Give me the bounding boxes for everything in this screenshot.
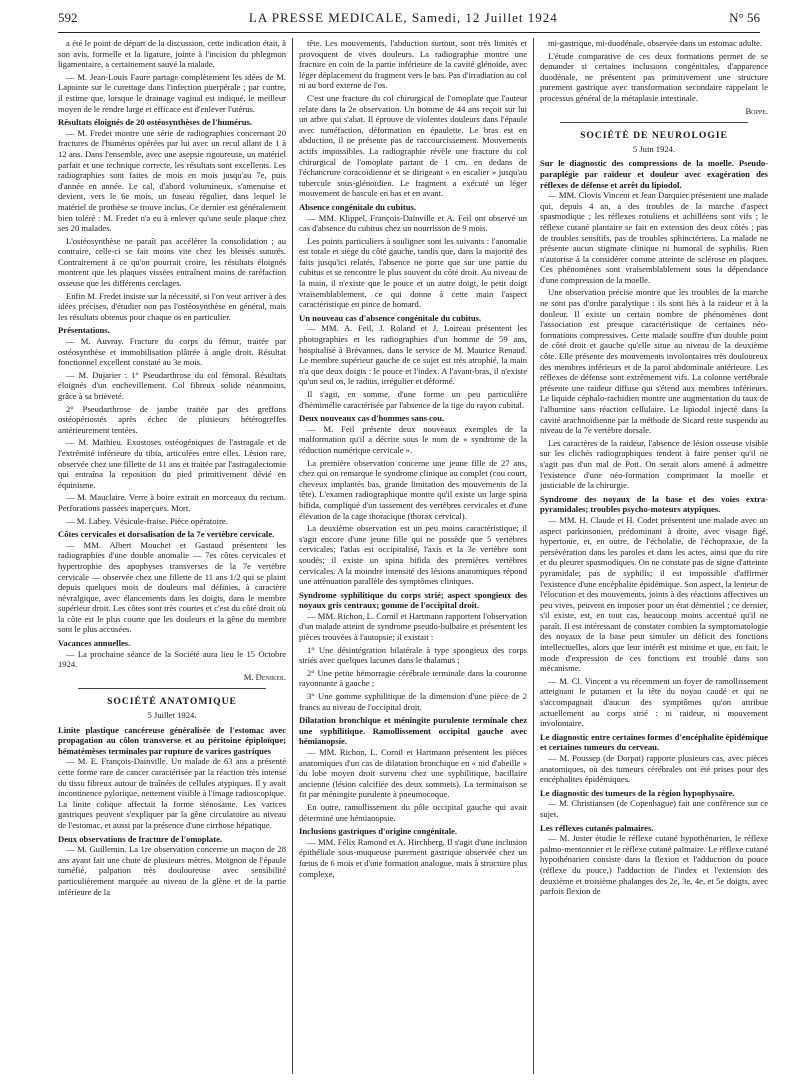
- paragraph: — M. Mathieu. Exostoses ostéogéniques de l'astragale et de l'extrémité inférieure du tibia, articulées entre elles. Lésion rare, observée chez une fillette de 11 ans et traitée par l'astragalectomie qui entraîna la reposition du pied primitivement dévié en équinisme.: [58, 437, 287, 490]
- paragraph: — M. Christiansen (de Copenhague) fait une conférence sur ce sujet.: [540, 798, 769, 819]
- paragraph: 2° Une petite hémorragie cérébrale terminale dans la couronne rayonnante à gauche ;: [299, 667, 528, 689]
- paragraph: 3° Une gomme syphilitique de la dimension d'une pièce de 2 francs au niveau de l'occipital droit.: [299, 691, 528, 712]
- paragraph: — M. Juster étudie le réflexe cutané hypothénarien, le réflexe palmo-mentonnier et le réflexe cutané palmaire. Le réflexe cutané hypothénarien consiste dans la flexion et l'adduction du pouce (réflexe du pouce,) l'adduction de l'index et l'extension des deuxième et troisième phalanges des 2e, 3e, 4e, et 5e doigts, avec parfois flexion de: [540, 833, 769, 897]
- article-heading: Le diagnostic des tumeurs de la région hypophysaire.: [540, 787, 735, 798]
- section-title: SOCIÉTÉ DE NEUROLOGIE: [580, 130, 728, 142]
- paragraph: La deuxième observation est un peu moins caractéristique; il s'agit encore d'une jeune fille qui ne possède que 5 vertèbres cervicales; l'atlas est occipitalisé, l'axis et la 3e vertèbre sont soudés; il existe un spina bifida des premières vertèbres cervicales. A la moindre intensité des lésions anatomiques répond une atténuation parallèle des symptômes cliniques.: [299, 523, 528, 587]
- paragraph: — M. Fredet montre une série de radiographies concernant 20 fractures de l'humérus opérées par lui avec un recul allant de 1 à 12 ans. Dans l'ensemble, avec une asepsie rigoureuse, un matériel parfait et une technique correcte, les résultats sont excellents. Les radiographies sont faites de mois en mois jusqu'au 7e, puis d'année en année. Le cal, d'abord volumineux, s'amenuise et devient, vers le 6e mois, un fuseau régulier, dans lequel le matériel de prothèse se trouve inclus. Ce dernier est généralement bien toléré : M. Fredet n'a eu à enlever qu'une seule plaque chez ses 20 malades.: [58, 127, 287, 234]
- section-date: 5 Juin 1924.: [632, 143, 676, 154]
- issue-number: N° 56: [729, 10, 760, 25]
- article-heading: Syndrome des noyaux de la base et des voies extra-pyramidales; troubles psycho-moteurs atypiques.: [540, 493, 769, 515]
- article-heading: Vacances annuelles.: [58, 638, 131, 649]
- article-heading: Deux nouveaux cas d'hommes sans cou.: [299, 413, 445, 424]
- article-heading: Linite plastique cancéreuse généralisée de l'estomac avec propagation au côlon transverse et au péritoine épiploïque; hématémèses terminales par rupture de varices gastriques: [58, 724, 287, 756]
- section-title: SOCIÉTÉ ANATOMIQUE: [107, 696, 237, 708]
- paragraph: — M. Mauclaire. Verre à boire extrait en morceaux du rectum. Perforations passées inaperçues. Mort.: [58, 492, 287, 513]
- article-columns: [58, 38, 768, 1074]
- paragraph: 1° Une désintégration bilatérale à type spongieux des corps striés avec quelques lacunes dans le thalamus ;: [299, 644, 528, 666]
- section-divider: [78, 688, 266, 689]
- paragraph: L'ostéosynthèse ne paraît pas accélérer la consolidation ; au contraire, celle-ci se fait moins vite chez les blessés suturés. Contrairement à ce qu'on pourrait croire, les résultats éloignés montrent que les plaques vissées entraînent moins de raréfaction osseuse que les différents cerclages.: [58, 235, 287, 289]
- article-heading: Deux observations de fracture de l'omoplate.: [58, 833, 223, 844]
- paragraph: — MM. Félix Ramond et A. Hirchberg. Il s'agit d'une inclusion épithéliale sous-muqueuse purement gastrique observée chez un fœtus de 6 mois et d'une formation analogue, mais à structure plus complexe,: [299, 836, 528, 879]
- article-heading: Côtes cervicales et dorsalisation de la 7e vertèbre cervicale.: [58, 529, 275, 540]
- column-2: [299, 38, 527, 1074]
- paragraph: a été le point de départ de la discussion, cette indication était, à son avis, formelle et la ligature, jointe à l'incision du phlegmon ligamentaire, a certainement sauvé la malade.: [58, 38, 287, 70]
- author-signature: M. Deniker.: [243, 671, 287, 682]
- paragraph: Il s'agit, en somme, d'une forme un peu particulière d'hémimélie caractérisée par l'absence de la tige du rayon cubital.: [299, 389, 528, 410]
- column-rule: [292, 38, 293, 1074]
- article-heading: Le diagnostic entre certaines formes d'encéphalite épidémique et certaines tumeurs du cerveau.: [540, 731, 769, 753]
- paragraph: — MM. Klippel, François-Dainville et A. Feil ont observé un cas d'absence du cubitus chez un nourrisson de 9 mois.: [299, 212, 528, 234]
- article-heading: Dilatation bronchique et méningite purulente terminale chez une syphilitique. Ramollissement occipital gauche avec hémianopsie.: [299, 715, 528, 747]
- article-heading: Résultats éloignés de 20 ostéosynthèses de l'humérus.: [58, 117, 253, 128]
- paragraph: Les caractères de la raideur, l'absence de lésion osseuse visible sur les clichés radiographiques tendent à faire penser qu'il ne s'agit pas d'un mal de Pott. On serait alors amené à admettre l'existence d'une néo-formation comprimant la moelle et justiciable de la chirurgie.: [540, 437, 769, 491]
- article-heading: Absence congénitale du cubitus.: [299, 201, 416, 212]
- article-heading: Sur le diagnostic des compressions de la moelle. Pseudo-paraplégie par raideur et douleur avec exagération des réflexes de défense et arrêt du lipiodol.: [540, 158, 769, 190]
- paragraph: 2° Pseudarthrose de jambe traitée par des greffons ostéopériostés après échec de plusieurs hétérogreffes antérieurement tentées.: [58, 403, 287, 435]
- paragraph: L'étude comparative de ces deux formations permet de se demander si certaines inclusions congénitales, d'apparence duodénale, ne présentent pas primitivement une structure purement gastrique avec transformation secondaire rappelant le processus général de la métaplasie intestinale.: [540, 50, 769, 103]
- paragraph: Une observation précise montre que les troubles de la marche ne sont pas d'ordre paralytique : ils sont liés à la raideur et à la douleur. Il existe un certain nombre de phénomènes dont l'association est presque caractéristique de certaines néo-formations compressives. Cette malade souffre d'un double point de côté droit et gauche qu'elle situe au niveau de la deuxième côte. Elle présente des mouvements involontaires très douloureux des membres inférieurs et de la paroi abdominale antérieure. Les réflexes de défense sont extrêmement vifs. La colonne vertébrale présente une raideur diffuse qui s'étend aux membres inférieurs. Le liquide céphalo-rachidien montre une augmentation du taux de l'albumine sans réaction cellulaire. Le lipiodol injecté dans la cavité arachnoïdienne par la méthode de Sicard reste suspendu au niveau de la 7e vertèbre dorsale.: [540, 287, 769, 436]
- paragraph: — M. E. François-Dainville. Un malade de 63 ans a présenté cette forme rare de cancer caractérisée par la réaction très intense du tissu fibreux autour de traînées de cellules atypiques. Il y avait incontinence pylorique, nettement visible à l'image radioscopique. La linite colique affectait la forme sténosante. Les varices gastriques peuvent s'expliquer par la gêne circulatoire au niveau de l'estomac, et aussi par la présence d'une cirrhose hépatique.: [58, 756, 287, 830]
- paragraph: — MM. Richon, L. Cornil et Hartmann rapportent l'observation d'un malade atteint de syndrome pseudo-bulbaire et présentent les pièces trouvées à l'autopsie; il existait :: [299, 610, 528, 643]
- paragraph: — M. Cl. Vincent a vu récemment un foyer de ramollissement atteignant le putamen et la tête du noyau caudé et qui ne s'accompagnait d'aucun des symptômes qu'on attribue actuellement au corps strié : ni raideur, ni mouvement involontaire.: [540, 675, 769, 729]
- article-heading: Les réflexes cutanés palmaires.: [540, 822, 654, 833]
- author-signature: Boppe.: [745, 105, 769, 116]
- paragraph: — MM. Albert Mouchet et Gastaud présentent les radiographies d'une double anomalie — 7es côtes cervicales et hypertrophie des apophyses transverses de la 7e vertèbre cervicale — observée chez une fillette de 11 ans 1/2 qui se plaint depuis quelques mois de douleurs mal définies, à caractère névralgique, avec élancements dans les doigts, dans le membre supérieur droit. Les côtes sont très courtes et c'est du côté droit où la côte est le plus courte que les douleurs et la gêne du membre sont le plus accusées.: [58, 539, 287, 635]
- paragraph: — M. Labey. Vésicule-fraise. Pièce opératoire.: [66, 515, 228, 526]
- page-number: 592: [58, 10, 78, 25]
- paragraph: — M. Jean-Louis Faure partage complètement les idées de M. Lapointe sur le curettage dans l'infection puerpérale ; par contre, il estime que, lorsque le drainage vaginal est indiqué, le meilleur moyen de le rendre large et efficace est d'enlever l'utérus.: [58, 71, 287, 114]
- paragraph: — M. Feil présente deux nouveaux exemples de la malformation qu'il a décrite sous le nom de « syndrome de la réduction numérique cervicale ».: [299, 423, 528, 455]
- column-1: [58, 38, 286, 1074]
- paragraph: La première observation concerne une jeune fille de 27 ans, chez qui on remarque le syndrome clinique au complet (cou court, cheveux implantés bas, grande limitation des mouvements de la tête). L'examen radiographique montre qu'il existe un large spina bifida, compliqué d'un tassement des vertèbres cervicales et d'une élévation de la cage thoracique (thorax cervical).: [299, 457, 528, 521]
- article-heading: Un nouveau cas d'absence congénitale du cubitus.: [299, 312, 482, 323]
- paragraph: Enfin M. Fredet insiste sur la nécessité, si l'on veut arriver à des idées précises, d'étudier non pas l'ostéosynthèse en général, mais les résultats obtenus pour chaque os en particulier.: [58, 290, 287, 322]
- paragraph: Les points particuliers à souligner sont les suivants : l'anomalie est totale et siège du côté gauche, tandis que, dans la majorité des faits jusqu'ici relatés, l'absence ne porte que sur une partie du cubitus et se rencontre le plus souvent du côté droit. Au niveau de la main, il n'existe que le pouce et un autre doigt, le petit doigt vraisemblablement, ce qui donne à cette main l'aspect caractéristique en pince de homard.: [299, 235, 528, 310]
- page-header: [58, 10, 760, 33]
- paragraph: — M. Auvray. Fracture du corps du fémur, traitée par ostéosynthèse et immobilisation plâtrée à angle droit. Résultat fonctionnel excellent constaté au 3e mois.: [58, 336, 287, 368]
- article-heading: Présentations.: [58, 325, 110, 336]
- column-3: [540, 38, 768, 1074]
- article-heading: Inclusions gastriques d'origine congénitale.: [299, 826, 458, 837]
- paragraph: — M. Poussep (de Dorpat) rapporte plusieurs cas, avec pièces anatomiques, où des tumeurs cérébrales ont été prises pour des encéphalites épidémiques.: [540, 753, 769, 785]
- paragraph: — M. Dujarier : 1° Pseudarthrose du col fémoral. Résultats éloignés d'un enchevillement. Col fibreux solide néanmoins, grâce à sa brièveté.: [58, 369, 287, 401]
- column-rule: [533, 38, 534, 1074]
- paragraph: — MM. H. Claude et H. Codet présentent une malade avec un aspect parkinsonien, prédominant à droite, avec visage figé, hypertonie, et, en outre, de l'écholalie, de l'échopraxie, de la persévération dans les paroles et dans les actes, ainsi que du rire et du pleurer spasmodiques. On ne constate pas de signe d'atteinte pyramidale; pas de syphilis; il est impossible d'affirmer l'existence d'une encéphalite épidémique. Son aspect, la lenteur de l'élocution et des mouvements, joints à des réactions affectives un peu vives, peuvent en imposer pour un état démentiel ; ce dernier, s'il existe, est, en tout cas, beaucoup moins accentué qu'il ne paraît. Il est intéressant de constater combien la symptomatologie des noyaux de la base peut simuler un déficit des fonctions intellectuelles, alors que leur intérêt est minime et que, en fait, le mode d'expression de ces fonctions est troublé dans son mécanisme.: [540, 514, 769, 674]
- article-heading: Syndrome syphilitique du corps strié; aspect spongieux des noyaux gris centraux; gomme de l'occipital droit.: [299, 589, 528, 611]
- paragraph: — La prochaine séance de la Société aura lieu le 15 Octobre 1924.: [58, 648, 287, 670]
- paragraph: — MM. A. Feil, J. Roland et J. Loireau présentent les photographies et les radiographies d'un homme de 59 ans, hospitalisé à Brévannes, dans le service de M. Maurice Renaud. Le membre supérieur gauche de ce sujet est très atrophié, la main n'a que deux doigts : le pouce et l'index. A l'avant-bras, il n'existe qu'un seul os, le radius, irrégulier et déformé.: [299, 323, 528, 387]
- paragraph: En outre, ramollissement du pôle occipital gauche qui avait déterminé une hémianopsie.: [299, 801, 528, 823]
- paragraph: — M. Guillemin. La 1re observation concerne un maçon de 28 ans ayant fait une chute de plusieurs mètres. Moignon de l'épaule tuméfié, palpation très douloureuse avec sensibilité particulièrement marquée au niveau de la glène et de la partie inférieure de la: [58, 844, 287, 897]
- paragraph: tête. Les mouvements, l'abduction surtout, sont très limités et provoquent de vives douleurs. La radiographie montre une fracture en coin de la partie inférieure de la cavité glénoïde, avec léger déplacement du fragment vers le bas. Pas d'irradiation au col ni au bord externe de l'os.: [299, 38, 528, 91]
- paragraph: C'est une fracture du col chirurgical de l'omoplate que l'auteur relate dans la 2e observation. Un homme de 44 ans reçoit sur lui un arbre qui s'abat. Il éprouve de violentes douleurs dans l'épaule avec tuméfaction, déformation en épaulette. Le bras est en abduction, il ne présente pas de raccourcissement. Mouvements actifs impossibles. La radiographie révèle une fracture du col chirurgical de l'omoplate partant de 1 cm. en dedans de l'échancrure coracoïdienne et se dirigeant « en escalier » jusqu'au tubercule sous-glénoïdien. Le fragment a exécuté un léger mouvement de bascule en bas et en avant.: [299, 92, 528, 199]
- paragraph: mi-gastrique, mi-duodénale, observée dans un estomac adulte.: [548, 38, 763, 48]
- journal-title: LA PRESSE MEDICALE, Samedi, 12 Juillet 1924: [248, 10, 558, 25]
- paragraph: — MM. Richon, L. Cornil et Hartmann présentent les pièces anatomiques d'un cas de dilatation bronchique en « nid d'abeille » du lobe moyen droit survenu chez une syphilitique, bacillaire ancienne (lésion calcifiée des deux sommets). La terminaison se fit par méningite purulente à pneumocoque.: [299, 747, 528, 800]
- section-date: 5 Juillet 1924.: [147, 710, 197, 721]
- paragraph: — MM. Clovis Vincent et Jean Darquier présentent une malade qui, depuis 4 an, a des troubles de la marche d'aspect spasmodique ; les réflexes rotuliens et achilléens sont vifs ; le réflexe cutané plantaire se fait en extension des deux côtés ; pas de troubles sensitifs, pas de troubles sphinctériens. La malade ne présente aucun stigmate clinique ni humoral de syphilis. Rien n'autorise à la considérer comme atteinte de sclérose en plaques. Ces phénomènes sont vraisemblablement sous la dépendance d'une compression de la moelle.: [540, 190, 769, 285]
- section-divider: [560, 122, 748, 123]
